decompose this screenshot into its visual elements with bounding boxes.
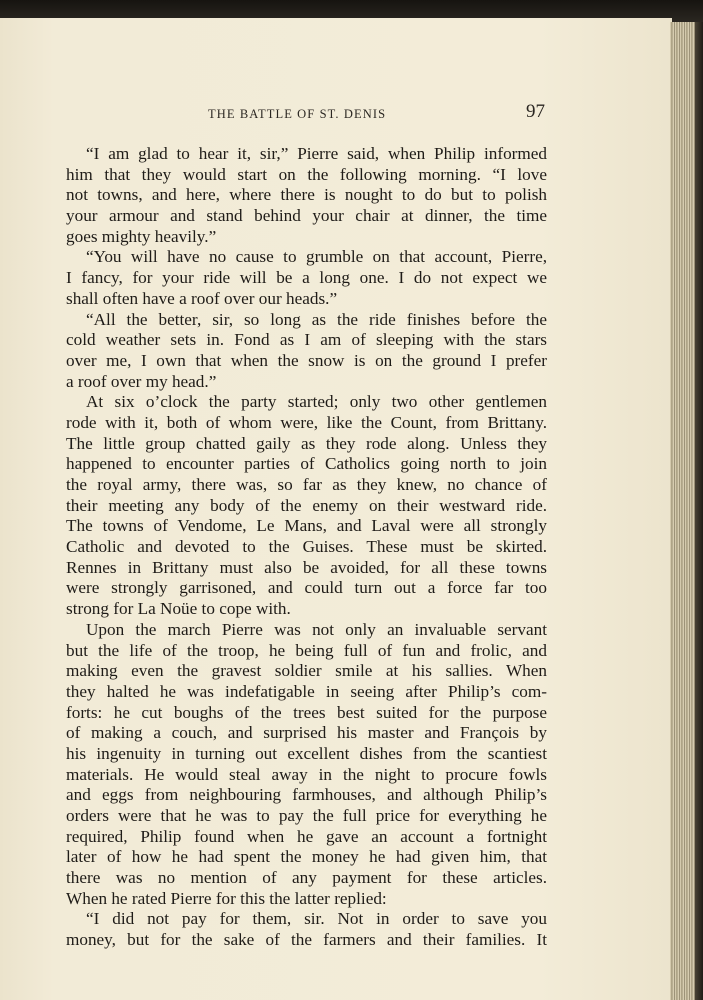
text-line: him that they would start on the following morning. “I love bbox=[66, 164, 547, 184]
text-line: goes mighty heavily.” bbox=[66, 226, 217, 246]
text-line: money, but for the sake of the farmers and their families. It bbox=[66, 930, 547, 950]
text-line: rode with it, both of whom were, like the Count, from Brittany. bbox=[66, 412, 547, 432]
text-line: later of how he had spent the money he had given him, that bbox=[66, 847, 547, 867]
text-line: orders were that he was to pay the full price for everything he bbox=[66, 806, 547, 825]
text-line: “I am glad to hear it, sir,” Pierre said, when Philip informed bbox=[86, 144, 547, 163]
text-line: Catholic and devoted to the Guises. These must be skirted. bbox=[66, 537, 547, 557]
text-line: “All the better, sir, so long as the ride finishes before the bbox=[86, 309, 547, 329]
text-line: were strongly garrisoned, and could turn out a force far too bbox=[66, 578, 547, 598]
text-line: a roof over my head.” bbox=[66, 371, 217, 391]
text-line: strong for La Noüe to cope with. bbox=[66, 599, 291, 619]
text-line: materials. He would steal away in the night to procure fowls bbox=[66, 764, 547, 784]
text-line: Rennes in Brittany must also be avoided, for all these towns bbox=[66, 557, 547, 577]
text-line: over me, I own that when the snow is on the ground I prefer bbox=[66, 350, 547, 370]
text-line: I fancy, for your ride will be a long one. I do not expect we bbox=[66, 268, 547, 288]
text-line: not towns, and here, where there is nought to do but to polish bbox=[66, 185, 547, 205]
text-line: their meeting any body of the enemy on their westward ride. bbox=[66, 495, 547, 515]
book-page-edges bbox=[670, 22, 703, 1000]
text-line: At six o’clock the party started; only two other gentlemen bbox=[86, 392, 547, 412]
text-line: making even the gravest soldier smile at his sallies. When bbox=[66, 661, 547, 681]
text-line: forts: he cut boughs of the trees best suited for the purpose bbox=[66, 702, 547, 722]
text-line: of making a couch, and surprised his master and François by bbox=[66, 723, 547, 743]
text-line: The towns of Vendome, Le Mans, and Laval were all strongly bbox=[66, 516, 547, 536]
text-line: When he rated Pierre for this the latter replied: bbox=[66, 888, 387, 908]
body-text bbox=[66, 144, 547, 951]
page-number: 97 bbox=[526, 101, 545, 122]
running-header: THE BATTLE OF ST. DENIS bbox=[208, 107, 387, 121]
text-line: they halted he was indefatigable in seeing after Philip’s com- bbox=[66, 681, 547, 701]
text-line: “You will have no cause to grumble on that account, Pierre, bbox=[86, 247, 547, 267]
text-line: there was no mention of any payment for these articles. bbox=[66, 868, 547, 888]
text-line: shall often have a roof over our heads.” bbox=[66, 288, 338, 308]
text-line: your armour and stand behind your chair at dinner, the time bbox=[66, 206, 547, 226]
text-line: Upon the march Pierre was not only an invaluable servant bbox=[86, 619, 547, 639]
text-line: cold weather sets in. Fond as I am of sleeping with the stars bbox=[66, 330, 547, 350]
text-line: required, Philip found when he gave an account a fortnight bbox=[66, 826, 547, 846]
text-line: The little group chatted gaily as they rode along. Unless they bbox=[66, 433, 547, 453]
text-line: but the life of the troop, he being full of fun and frolic, and bbox=[66, 640, 547, 660]
text-line: “I did not pay for them, sir. Not in order to save you bbox=[86, 909, 547, 929]
text-line: happened to encounter parties of Catholics going north to join bbox=[66, 454, 547, 474]
text-line: the royal army, there was, so far as they knew, no chance of bbox=[66, 475, 547, 494]
text-line: and eggs from neighbouring farmhouses, and although Philip’s bbox=[66, 785, 547, 805]
text-line: his ingenuity in turning out excellent dishes from the scantiest bbox=[66, 743, 547, 763]
